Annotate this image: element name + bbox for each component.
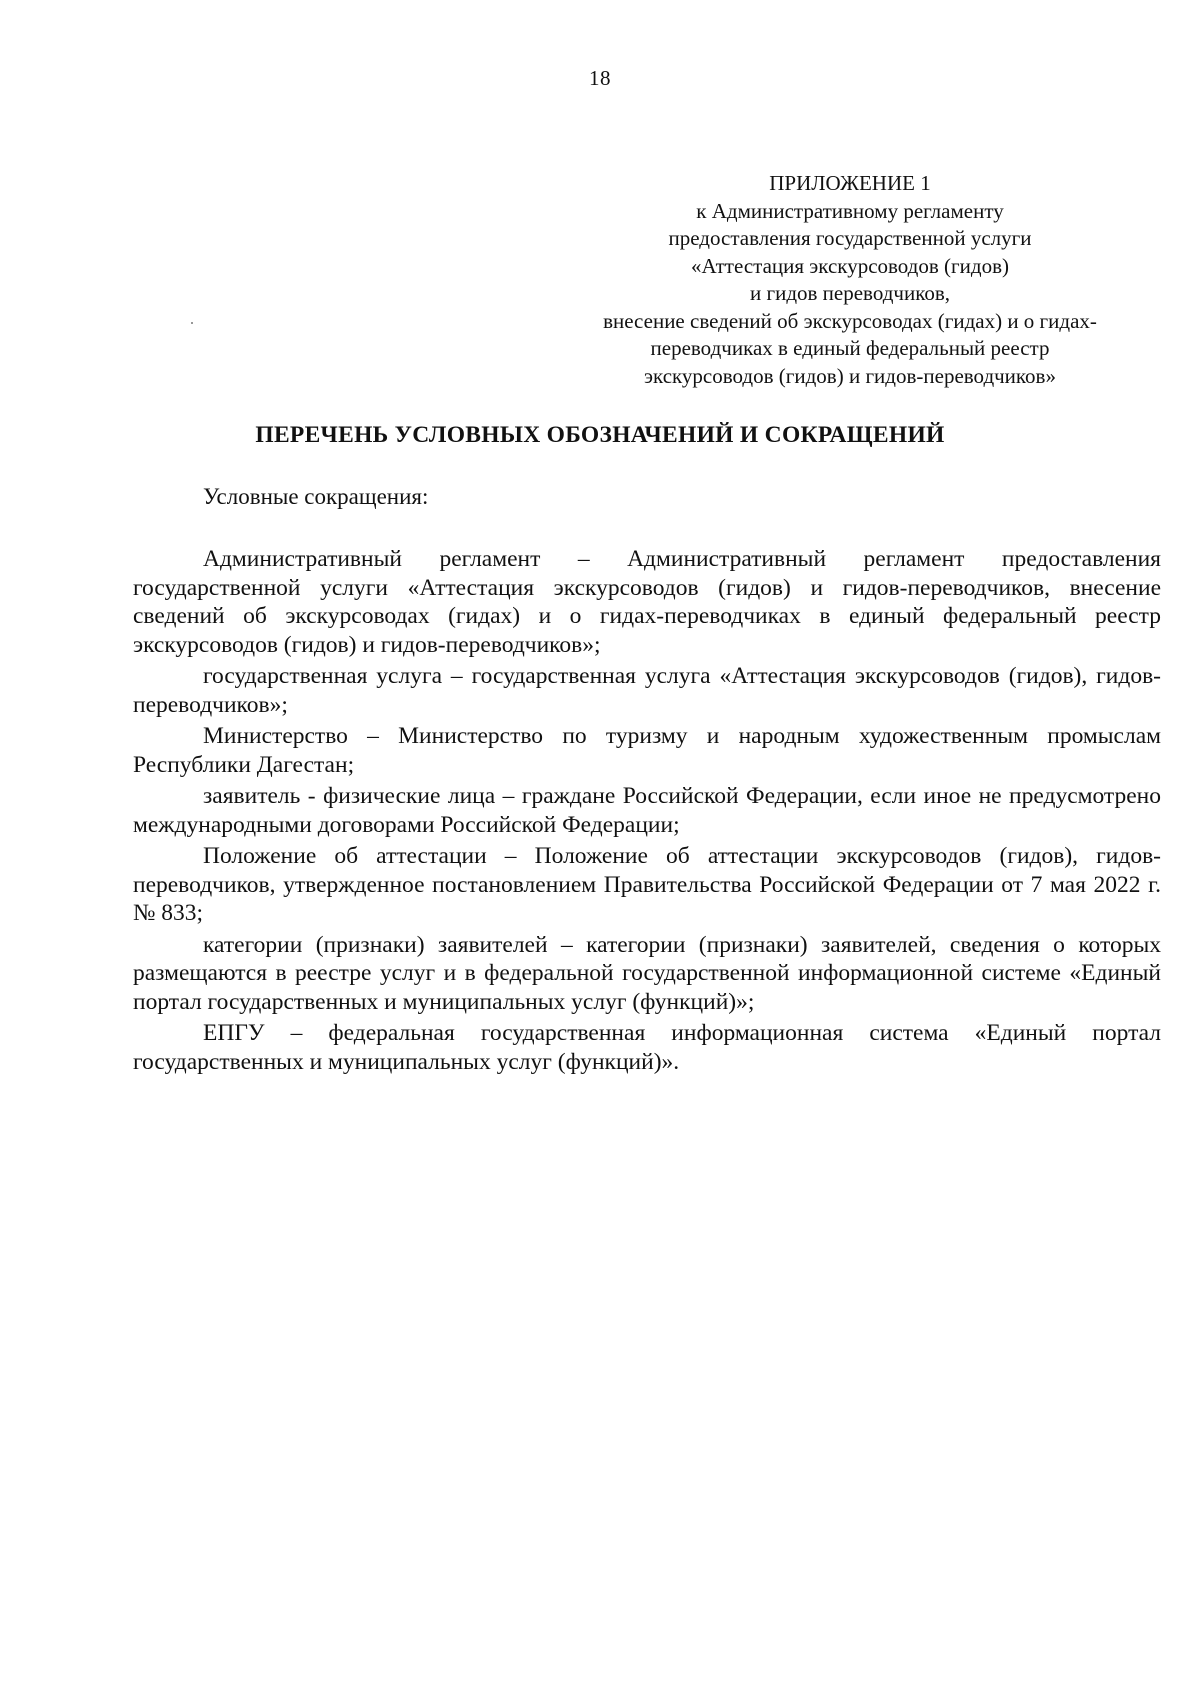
- appendix-line: экскурсоводов (гидов) и гидов-переводчиков»: [644, 363, 1056, 388]
- appendix-line: ПРИЛОЖЕНИЕ 1: [769, 171, 931, 195]
- abbreviations-subheading: Условные сокращения:: [203, 484, 429, 509]
- abbreviation-paragraph: Административный регламент – Административный регламент предоставления государственной услуги «Аттестация экскурсоводов (гидов) и гидов-переводчиков, внесение сведений об экскурсоводах (гидах) и о гидах-переводчиках в единый федеральный реестр экскурсоводов (гидов) и гидов-переводчиков»;: [133, 546, 1161, 658]
- page-number: 18: [589, 66, 611, 90]
- appendix-line: внесение сведений об экскурсоводах (гидах) и о гидах-: [603, 308, 1097, 333]
- abbreviation-paragraph: Министерство – Министерство по туризму и народным художественным промыслам Республики Дагестан;: [133, 723, 1161, 778]
- document-title: ПЕРЕЧЕНЬ УСЛОВНЫХ ОБОЗНАЧЕНИЙ И СОКРАЩЕНИЙ: [255, 422, 945, 448]
- abbreviation-paragraph: государственная услуга – государственная услуга «Аттестация экскурсоводов (гидов), гидов-переводчиков»;: [133, 663, 1161, 718]
- appendix-line: и гидов переводчиков,: [749, 281, 951, 305]
- abbreviation-paragraph: категории (признаки) заявителей – категории (признаки) заявителей, сведения о которых размещаются в реестре услуг и в федеральной государственной информационной системе «Единый портал государственных и муниципальных услуг (функций)»;: [133, 931, 1161, 1015]
- appendix-line: переводчиках в единый федеральный реестр: [650, 336, 1050, 360]
- appendix-line: «Аттестация экскурсоводов (гидов): [691, 253, 1009, 278]
- abbreviations-list: [133, 545, 1161, 1079]
- abbreviation-paragraph: ЕПГУ – федеральная государственная информационная система «Единый портал государственных и муниципальных услуг (функций)».: [133, 1020, 1161, 1075]
- appendix-line: к Административному регламенту: [696, 198, 1004, 223]
- abbreviation-paragraph: заявитель - физические лица – граждане Российской Федерации, если иное не предусмотрено международными договорами Российской Федерации;: [133, 783, 1161, 838]
- abbreviation-paragraph: Положение об аттестации – Положение об аттестации экскурсоводов (гидов), гидов-переводчиков, утвержденное постановлением Правительства Российской Федерации от 7 мая 2022 г. № 833;: [133, 843, 1161, 926]
- scan-artifact-dot: [191, 322, 193, 324]
- appendix-line: предоставления государственной услуги: [668, 226, 1032, 250]
- appendix-header: [540, 170, 1160, 390]
